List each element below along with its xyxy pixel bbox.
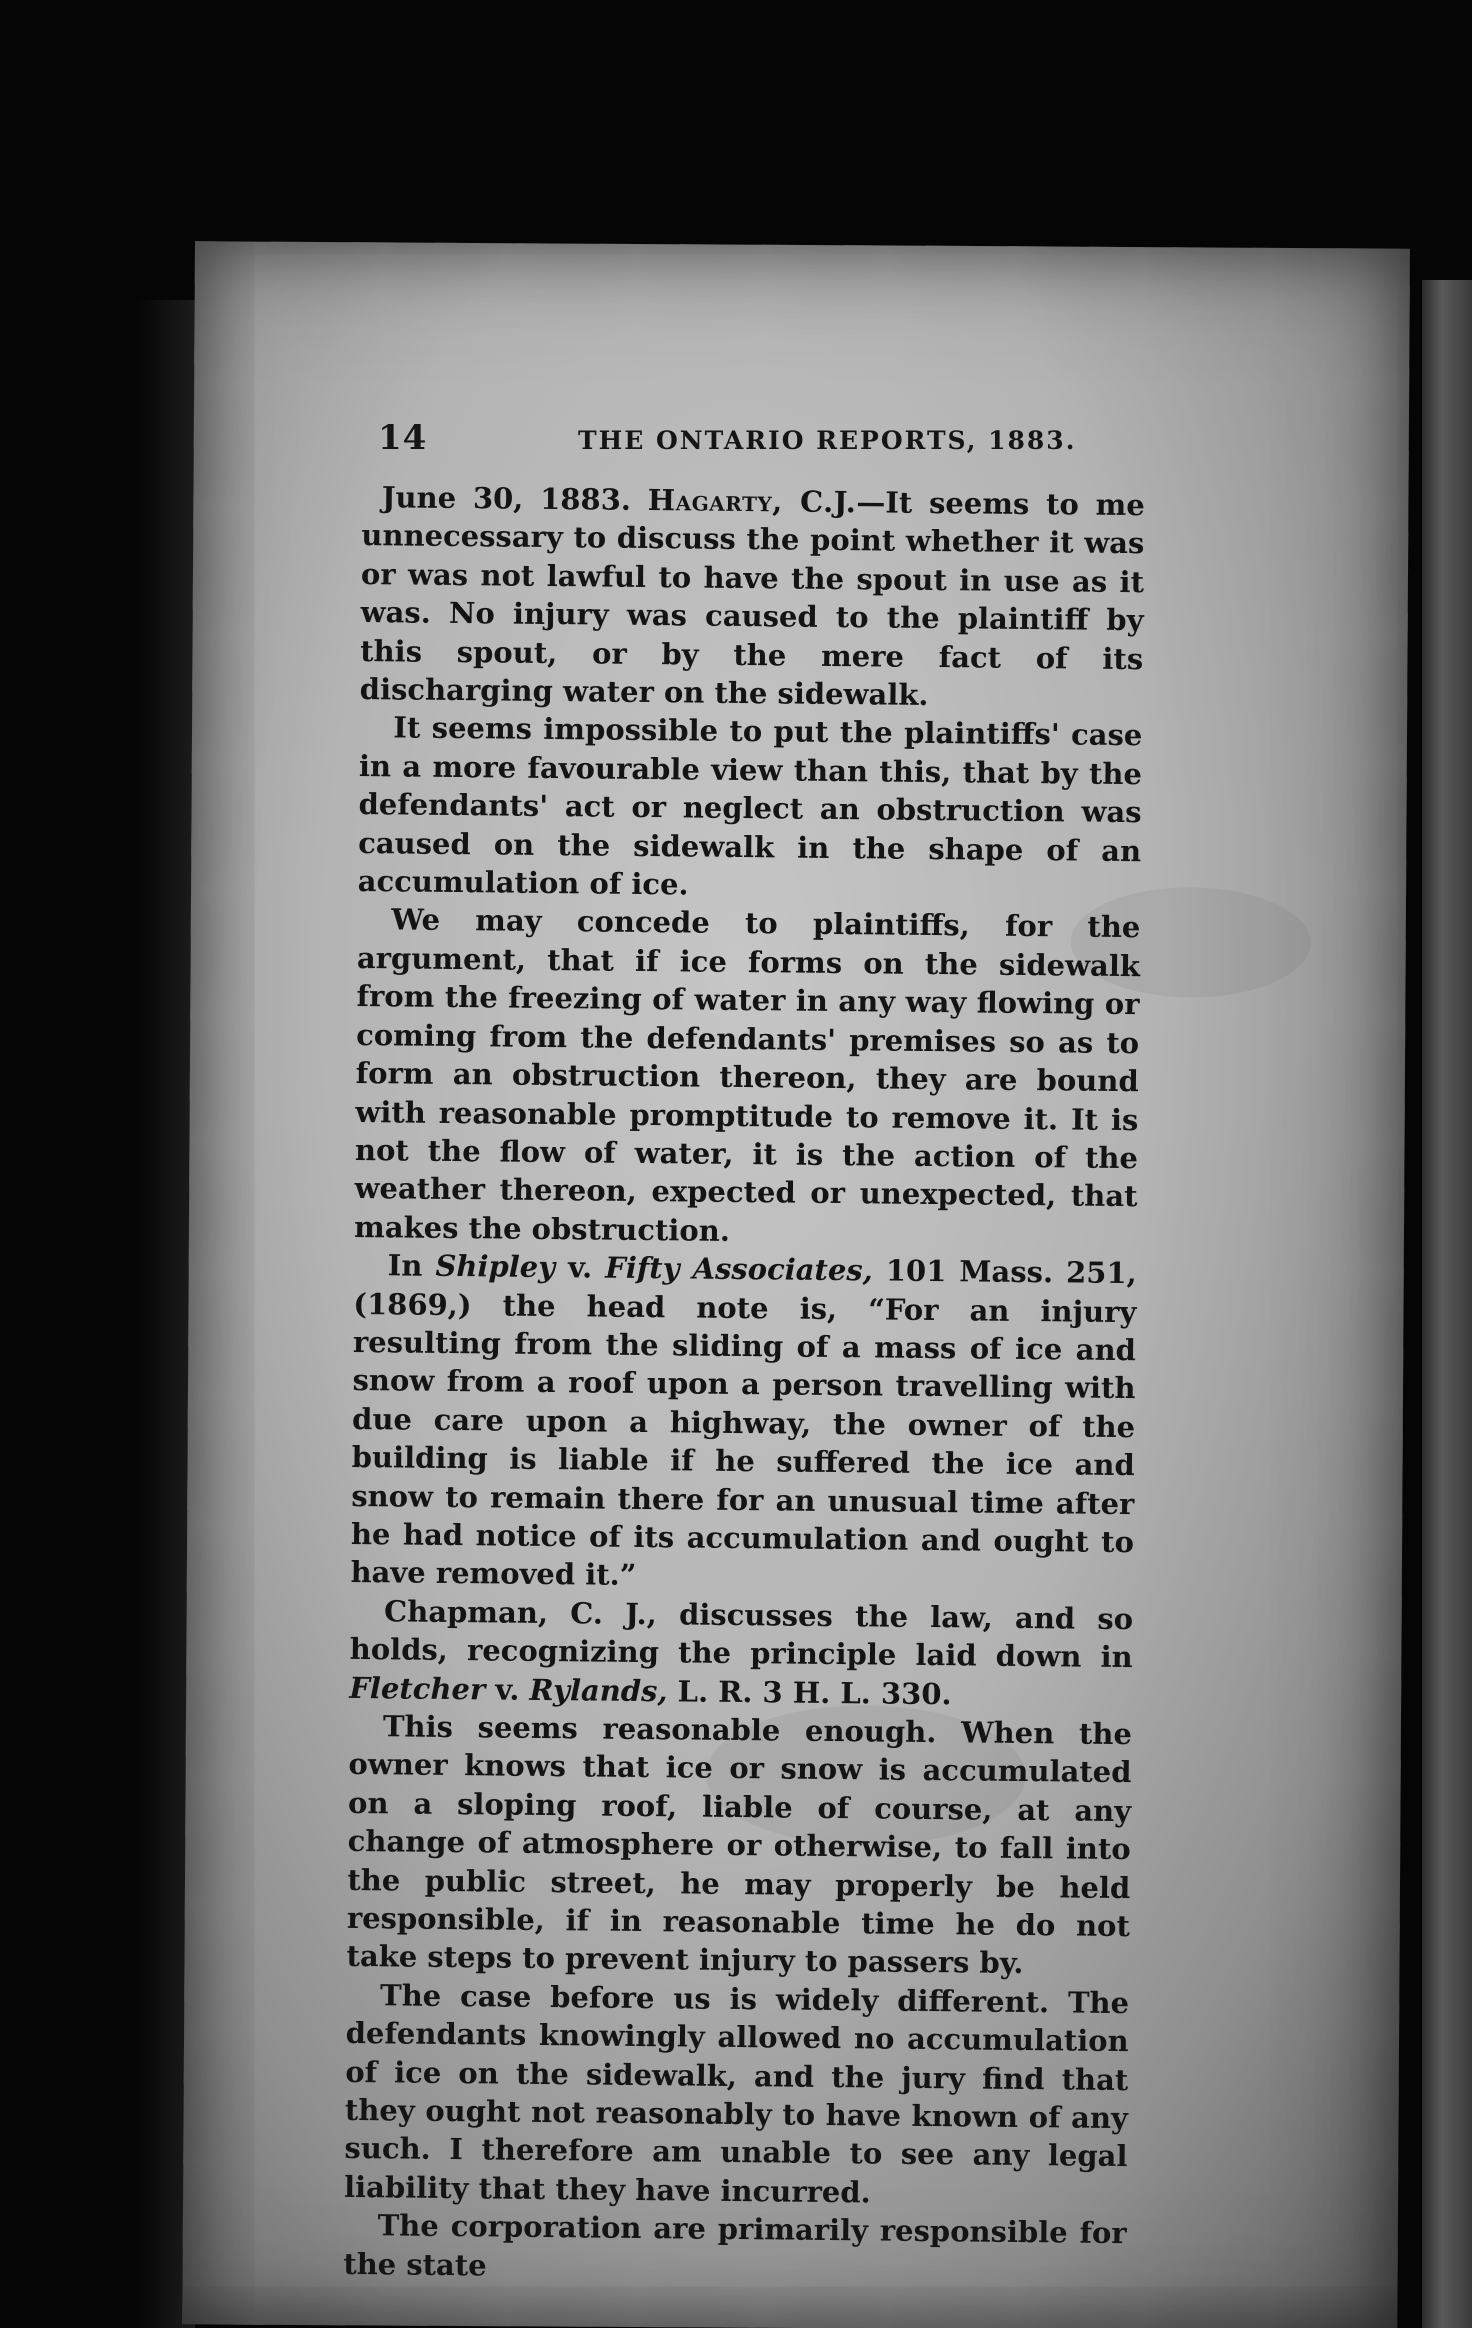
paragraph-2: It seems impossible to put the plaintiffs' case in a more favourable view than this, that by the defendants' act or neglect an obstruction was caused on the sidewalk in the shape of an accumulation of ice. <box>357 710 1143 902</box>
case-name-party-b: Rylands, <box>529 1672 668 1708</box>
paragraph-1 <box>360 478 1145 717</box>
paragraph-5 <box>349 1592 1133 1715</box>
paragraph-5-text: Chapman, C. J., discusses the law, and so holds, recognizing the principle laid down in <box>349 1594 1134 1675</box>
facing-page-edge <box>1422 280 1472 2328</box>
citation: L. R. 3 H. L. 330. <box>677 1673 952 1711</box>
running-title: THE ONTARIO REPORTS, 1883. <box>578 426 1077 455</box>
versus: v. <box>567 1250 593 1285</box>
paragraph-4-text: 101 Mass. 251, (1869,) the head note is, “For an injury resulting from the sliding of a mass of ice and snow from a roof upon a person travelling with due care upon a highway, the owner of the building is liable if he suffered the ice and snow to remain there for an unusual time after he had notice of its accumulation and ought to have removed it.” <box>350 1253 1137 1593</box>
judge-name: Hagarty, C.J. <box>647 482 857 520</box>
case-name-party-b: Fifty Associates, <box>605 1250 873 1288</box>
running-head <box>378 418 1358 466</box>
paragraph-3: We may concede to plaintiffs, for the argument, that if ice forms on the sidewalk from the freezing of water in any way flowing or coming from the defendants' premises so as to form an obstruction thereon, they are bound with reasonable promptitude to remove it. It is not the flow of water, it is the action of the weather thereon, expected or unexpected, that makes the obstruction. <box>353 902 1141 1248</box>
versus: v. <box>495 1672 520 1707</box>
paragraph-1-text: —It seems to me unnecessary to discuss the point whether it was or was not lawful to have the spout in use as it was. No injury was caused to the plaintiff by this spout, or by the mere fact of its discharging water on the sidewalk. <box>359 485 1145 712</box>
paragraph-4 <box>350 1246 1137 1600</box>
paragraph-7: The case before us is widely different. The defendants knowingly allowed no accumulation of ice on the sidewalk, and the jury find that they ought not reasonably to have known of any such. I therefore am unable to see any legal liability that they have incurred. <box>343 1978 1130 2210</box>
case-name-party-a: Shipley <box>435 1248 556 1285</box>
page-number: 14 <box>378 418 428 458</box>
case-name-party-a: Fletcher <box>349 1670 486 1706</box>
body-text <box>343 478 1145 2291</box>
paragraph-6: This seems reasonable enough. When the owner knows that ice or snow is accumulated on a sloping roof, liable of course, at any change of atmosphere or otherwise, to fall into the public street, he may properly be held responsible, if in reasonable time he do not take steps to prevent injury to passers by. <box>346 1709 1133 1981</box>
paragraph-4-intro: In <box>387 1248 423 1283</box>
judgment-date: June 30, 1883. <box>381 480 632 517</box>
paragraph-8: The corporation are primarily responsible for the state <box>343 2208 1127 2283</box>
